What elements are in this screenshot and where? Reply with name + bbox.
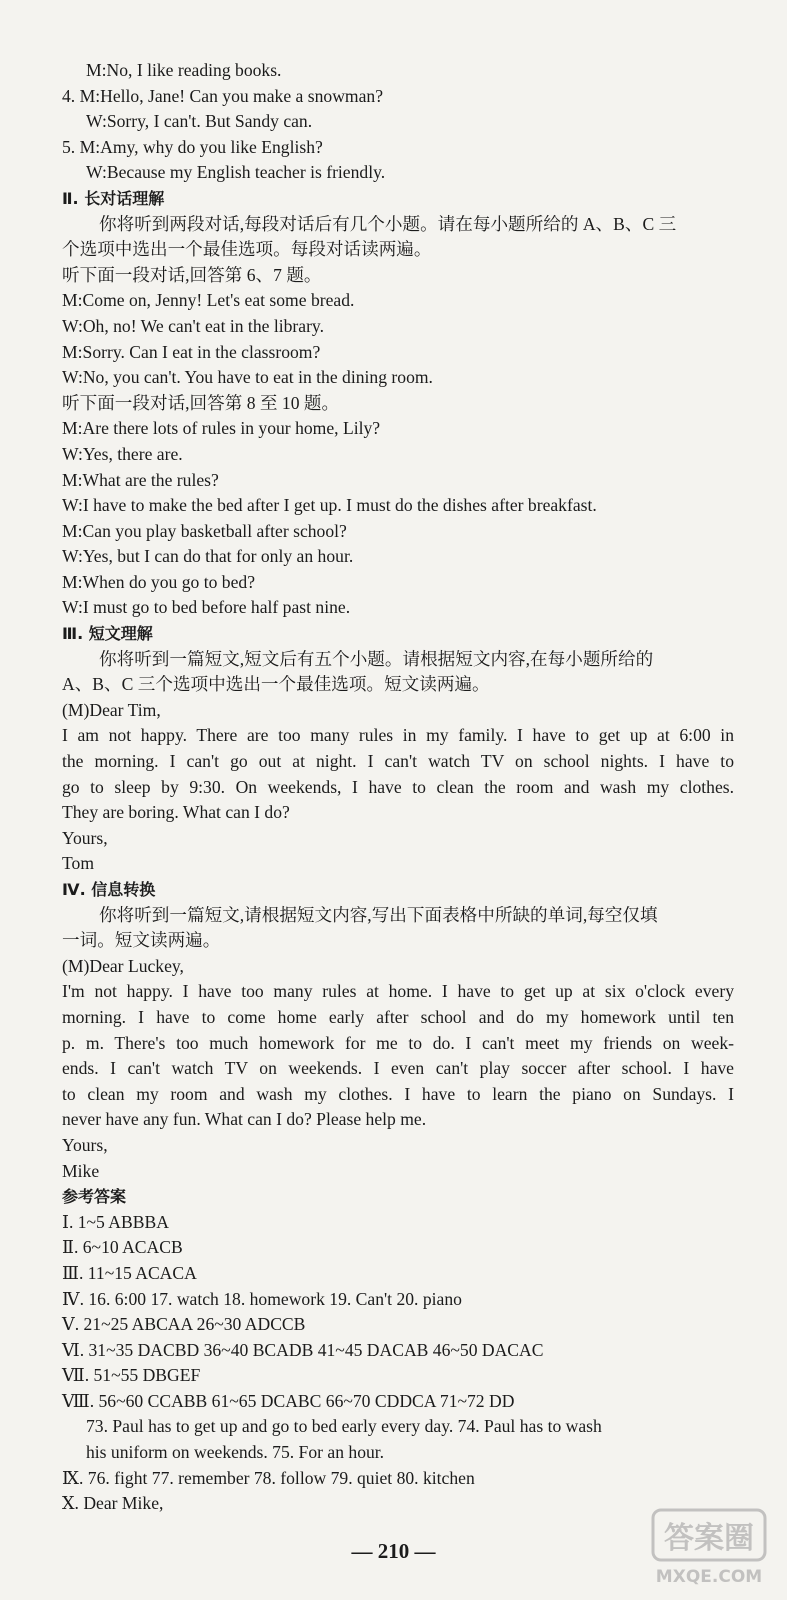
dialogue-line: W:I must go to bed before half past nine. [62, 597, 351, 618]
dialogue-intro: 听下面一段对话,回答第 8 至 10 题。 [62, 392, 340, 413]
letter-signature: Tom [62, 853, 94, 874]
dialogue-line: M:No, I like reading books. [86, 60, 282, 80]
dialogue-line: W:Yes, but I can do that for only an hour. [62, 546, 354, 567]
answer-line: Ⅷ. 56~60 CCABB 61~65 DCABC 66~70 CDDCA 71~72 DD [62, 1390, 515, 1411]
section-instruction: A、B、C 三个选项中选出一个最佳选项。短文读两遍。 [62, 674, 490, 695]
section-instruction: 你将听到一篇短文,短文后有五个小题。请根据短文内容,在每小题所给的 [99, 648, 654, 669]
letter-signature: Mike [62, 1160, 100, 1181]
dialogue-line: W:Because my English teacher is friendly. [86, 162, 386, 183]
answer-line: Ⅲ. 11~15 ACACA [62, 1262, 197, 1283]
answer-line: Ⅶ. 51~55 DBGEF [62, 1365, 201, 1386]
dialogue-line: W:Sorry, I can't. But Sandy can. [86, 111, 313, 132]
letter-closing: Yours, [62, 1134, 108, 1155]
dialogue-line: M:Can you play basketball after school? [62, 520, 347, 541]
dialogue-intro: 听下面一段对话,回答第 6、7 题。 [62, 264, 322, 285]
letter-closing: Yours, [62, 827, 108, 848]
section-heading: Ⅲ. 短文理解 [62, 624, 153, 644]
answer-line: Ⅹ. Dear Mike, [62, 1493, 164, 1514]
document-page [62, 58, 734, 1517]
section-instruction: 个选项中选出一个最佳选项。每段对话读两遍。 [62, 239, 432, 260]
dialogue-line: W:Oh, no! We can't eat in the library. [62, 315, 324, 336]
answer-line: Ⅱ. 6~10 ACACB [62, 1237, 183, 1258]
letter-body-line: They are boring. What can I do? [62, 802, 290, 823]
section-heading: Ⅱ. 长对话理解 [62, 188, 165, 208]
letter-body-line: morning. I have to come home early after school and do my homework until ten [62, 1006, 734, 1027]
letter-body-line: never have any fun. What can I do? Please help me. [62, 1109, 427, 1130]
answer-line: Ⅴ. 21~25 ABCAA 26~30 ADCCB [62, 1314, 306, 1335]
dialogue-line: W:Yes, there are. [62, 443, 183, 464]
answer-line: Ⅸ. 76. fight 77. remember 78. follow 79. quiet 80. kitchen [62, 1467, 475, 1488]
dialogue-line: M:Sorry. Can I eat in the classroom? [62, 341, 321, 362]
answers-heading: 参考答案 [62, 1187, 127, 1207]
answer-line: his uniform on weekends. 75. For an hour. [86, 1442, 385, 1463]
dialogue-line: M:When do you go to bed? [62, 571, 256, 592]
letter-greeting: (M)Dear Luckey, [62, 955, 184, 976]
dialogue-line: W:No, you can't. You have to eat in the dining room. [62, 367, 433, 388]
dialogue-line: M:What are the rules? [62, 469, 219, 490]
letter-body-line: ends. I can't watch TV on weekends. I even can't play soccer after school. I have [62, 1058, 734, 1079]
section-instruction: 你将听到两段对话,每段对话后有几个小题。请在每小题所给的 A、B、C 三 [99, 213, 677, 234]
answer-line: 73. Paul has to get up and go to bed early every day. 74. Paul has to wash [86, 1416, 602, 1437]
watermark-text-bottom: MXQE.COM [655, 1567, 763, 1587]
letter-body-line: p. m. There's too much homework for me to do. I can't meet my friends on week- [62, 1032, 734, 1053]
page-number: — 210 — [351, 1539, 436, 1563]
dialogue-line: M:Are there lots of rules in your home, Lily? [62, 418, 381, 439]
dialogue-line: W:I have to make the bed after I get up. I must do the dishes after breakfast. [62, 495, 597, 516]
letter-body-line: I am not happy. There are too many rules in my family. I have to get up at 6:00 in [62, 725, 734, 746]
answer-line: Ⅵ. 31~35 DACBD 36~40 BCADB 41~45 DACAB 46~50 DACAC [62, 1339, 544, 1360]
letter-body-line: I'm not happy. I have too many rules at home. I have to get up at six o'clock every [62, 981, 734, 1002]
dialogue-line: 4. M:Hello, Jane! Can you make a snowman? [62, 85, 384, 106]
watermark-logo [649, 1506, 769, 1588]
letter-body-line: the morning. I can't go out at night. I can't watch TV on school nights. I have to [62, 751, 734, 772]
section-heading: Ⅳ. 信息转换 [62, 880, 156, 899]
watermark-text-top: 答案圈 [664, 1521, 754, 1556]
letter-greeting: (M)Dear Tim, [62, 699, 161, 720]
letter-body-line: go to sleep by 9:30. On weekends, I have to clean the room and wash my clothes. [62, 776, 734, 797]
answer-line: Ⅰ. 1~5 ABBBA [62, 1211, 169, 1232]
dialogue-line: 5. M:Amy, why do you like English? [62, 136, 323, 157]
section-instruction: 你将听到一篇短文,请根据短文内容,写出下面表格中所缺的单词,每空仅填 [99, 904, 658, 925]
letter-body-line: to clean my room and wash my clothes. I have to learn the piano on Sundays. I [62, 1083, 734, 1104]
dialogue-line: M:Come on, Jenny! Let's eat some bread. [62, 290, 355, 311]
section-instruction: 一词。短文读两遍。 [62, 930, 221, 951]
answer-line: Ⅳ. 16. 6:00 17. watch 18. homework 19. Can't 20. piano [62, 1288, 462, 1309]
